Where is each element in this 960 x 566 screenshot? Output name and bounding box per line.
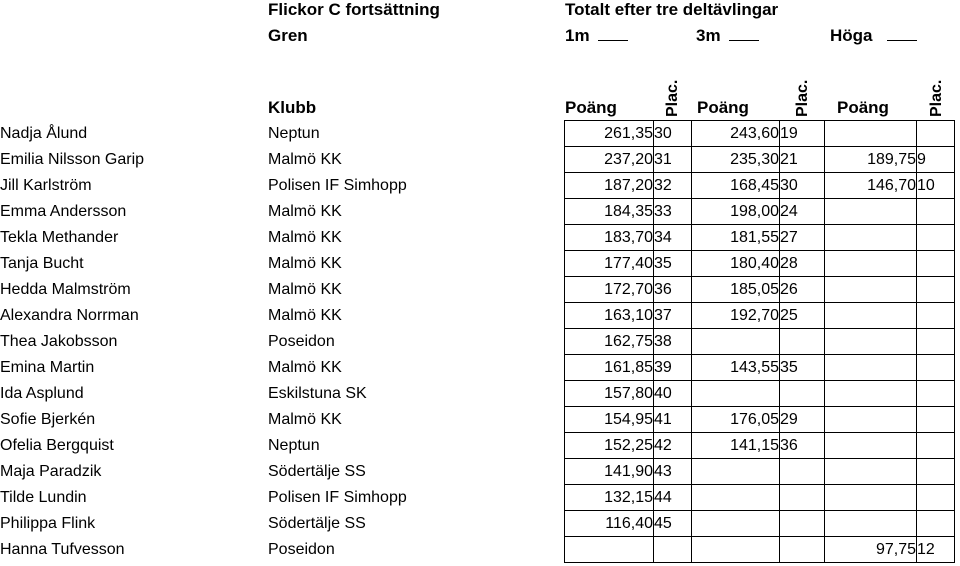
place-3m: 36 <box>780 433 825 459</box>
points-hoga <box>825 199 917 225</box>
athlete-name: Emma Andersson <box>0 202 127 220</box>
place-hoga <box>917 277 955 303</box>
place-3m: 29 <box>780 407 825 433</box>
place-3m: 35 <box>780 355 825 381</box>
points-3m: 181,55 <box>692 225 780 251</box>
club-name: Malmö KK <box>268 150 342 168</box>
place-1m: 39 <box>654 355 692 381</box>
points-3m <box>692 511 780 537</box>
results-table <box>0 120 955 563</box>
place-3m: 19 <box>780 121 825 147</box>
athlete-name: Hedda Malmström <box>0 280 131 298</box>
table-row <box>0 173 955 199</box>
points-3m <box>692 381 780 407</box>
place-3m: 24 <box>780 199 825 225</box>
athlete-name: Nadja Ålund <box>0 124 88 142</box>
points-1m: 161,85 <box>565 355 654 381</box>
club-name: Poseidon <box>268 540 335 558</box>
athlete-name: Emina Martin <box>0 358 95 376</box>
event-hoga-blank <box>887 26 917 41</box>
points-hoga <box>825 121 917 147</box>
club-name: Polisen IF Simhopp <box>268 176 407 194</box>
points-hoga: 97,75 <box>825 537 917 563</box>
club-name: Malmö KK <box>268 254 342 272</box>
place-3m: 25 <box>780 303 825 329</box>
col-place-1-header: Plac. <box>664 79 681 117</box>
table-row <box>0 407 955 433</box>
points-3m: 180,40 <box>692 251 780 277</box>
points-3m: 198,00 <box>692 199 780 225</box>
place-3m <box>780 329 825 355</box>
col-place-3-header: Plac. <box>928 79 945 117</box>
place-1m: 40 <box>654 381 692 407</box>
points-1m: 154,95 <box>565 407 654 433</box>
points-1m: 163,10 <box>565 303 654 329</box>
club-name: Malmö KK <box>268 306 342 324</box>
points-3m <box>692 537 780 563</box>
place-1m: 33 <box>654 199 692 225</box>
place-hoga <box>917 251 955 277</box>
place-hoga <box>917 225 955 251</box>
place-3m <box>780 381 825 407</box>
athlete-name: Jill Karlström <box>0 176 92 194</box>
points-hoga <box>825 459 917 485</box>
table-row <box>0 225 955 251</box>
col-points-1-header: Poäng <box>565 98 617 117</box>
col-club-header: Klubb <box>268 98 317 117</box>
club-name: Södertälje SS <box>268 514 366 532</box>
club-name: Malmö KK <box>268 358 342 376</box>
athlete-name: Ofelia Bergquist <box>0 436 114 454</box>
points-hoga: 146,70 <box>825 173 917 199</box>
event-1m-label: 1m <box>565 26 590 45</box>
place-3m: 26 <box>780 277 825 303</box>
place-3m <box>780 537 825 563</box>
table-row <box>0 433 955 459</box>
place-1m: 44 <box>654 485 692 511</box>
points-hoga <box>825 303 917 329</box>
points-1m: 152,25 <box>565 433 654 459</box>
place-1m: 31 <box>654 147 692 173</box>
place-3m: 27 <box>780 225 825 251</box>
points-hoga <box>825 225 917 251</box>
place-hoga: 12 <box>917 537 955 563</box>
table-row <box>0 303 955 329</box>
event-hoga-label: Höga <box>830 26 873 45</box>
athlete-name: Thea Jakobsson <box>0 332 118 350</box>
club-name: Neptun <box>268 436 320 454</box>
event-hoga <box>830 26 917 46</box>
place-hoga: 9 <box>917 147 955 173</box>
event-3m <box>696 26 759 46</box>
col-points-2-header: Poäng <box>697 98 749 117</box>
place-1m: 32 <box>654 173 692 199</box>
points-3m <box>692 485 780 511</box>
place-hoga: 10 <box>917 173 955 199</box>
points-1m: 141,90 <box>565 459 654 485</box>
place-hoga <box>917 407 955 433</box>
place-1m: 41 <box>654 407 692 433</box>
points-1m <box>565 537 654 563</box>
place-1m <box>654 537 692 563</box>
points-hoga <box>825 485 917 511</box>
points-1m: 184,35 <box>565 199 654 225</box>
table-row <box>0 277 955 303</box>
points-1m: 157,80 <box>565 381 654 407</box>
club-name: Polisen IF Simhopp <box>268 488 407 506</box>
table-row <box>0 251 955 277</box>
table-row <box>0 121 955 147</box>
place-3m: 30 <box>780 173 825 199</box>
athlete-name: Hanna Tufvesson <box>0 540 125 558</box>
results-body <box>0 121 955 563</box>
points-1m: 237,20 <box>565 147 654 173</box>
points-1m: 162,75 <box>565 329 654 355</box>
table-row <box>0 381 955 407</box>
athlete-name: Tekla Methander <box>0 228 119 246</box>
athlete-name: Emilia Nilsson Garip <box>0 150 145 168</box>
place-1m: 38 <box>654 329 692 355</box>
points-1m: 116,40 <box>565 511 654 537</box>
gren-label: Gren <box>268 26 308 45</box>
points-hoga <box>825 355 917 381</box>
event-1m <box>565 26 628 46</box>
place-1m: 34 <box>654 225 692 251</box>
points-hoga <box>825 251 917 277</box>
points-3m: 168,45 <box>692 173 780 199</box>
points-1m: 172,70 <box>565 277 654 303</box>
table-row <box>0 459 955 485</box>
club-name: Neptun <box>268 124 320 142</box>
points-hoga <box>825 433 917 459</box>
points-hoga: 189,75 <box>825 147 917 173</box>
place-hoga <box>917 121 955 147</box>
points-hoga <box>825 407 917 433</box>
place-hoga <box>917 355 955 381</box>
points-1m: 187,20 <box>565 173 654 199</box>
points-1m: 261,35 <box>565 121 654 147</box>
event-3m-label: 3m <box>696 26 721 45</box>
table-row <box>0 537 955 563</box>
table-row <box>0 147 955 173</box>
athlete-name: Ida Asplund <box>0 384 84 402</box>
table-row <box>0 485 955 511</box>
place-hoga <box>917 199 955 225</box>
place-1m: 36 <box>654 277 692 303</box>
event-1m-blank <box>598 26 628 41</box>
points-1m: 177,40 <box>565 251 654 277</box>
athlete-name: Maja Paradzik <box>0 462 102 480</box>
points-3m: 176,05 <box>692 407 780 433</box>
place-1m: 43 <box>654 459 692 485</box>
athlete-name: Alexandra Norrman <box>0 306 139 324</box>
place-1m: 30 <box>654 121 692 147</box>
place-3m: 21 <box>780 147 825 173</box>
group-title: Flickor C fortsättning <box>268 0 440 19</box>
athlete-name: Sofie Bjerkén <box>0 410 96 428</box>
place-hoga <box>917 303 955 329</box>
points-3m: 192,70 <box>692 303 780 329</box>
points-hoga <box>825 277 917 303</box>
table-row <box>0 511 955 537</box>
place-3m <box>780 511 825 537</box>
points-1m: 132,15 <box>565 485 654 511</box>
col-points-3-header: Poäng <box>837 98 889 117</box>
place-hoga <box>917 329 955 355</box>
club-name: Malmö KK <box>268 280 342 298</box>
place-1m: 45 <box>654 511 692 537</box>
place-hoga <box>917 511 955 537</box>
points-3m: 141,15 <box>692 433 780 459</box>
place-3m <box>780 485 825 511</box>
table-row <box>0 199 955 225</box>
table-row <box>0 355 955 381</box>
points-hoga <box>825 329 917 355</box>
points-3m <box>692 329 780 355</box>
place-hoga <box>917 433 955 459</box>
club-name: Malmö KK <box>268 410 342 428</box>
points-3m: 143,55 <box>692 355 780 381</box>
event-3m-blank <box>729 26 759 41</box>
place-hoga <box>917 381 955 407</box>
club-name: Malmö KK <box>268 228 342 246</box>
points-1m: 183,70 <box>565 225 654 251</box>
points-3m: 185,05 <box>692 277 780 303</box>
athlete-name: Tilde Lundin <box>0 488 87 506</box>
points-3m: 243,60 <box>692 121 780 147</box>
place-1m: 42 <box>654 433 692 459</box>
athlete-name: Philippa Flink <box>0 514 96 532</box>
points-hoga <box>825 381 917 407</box>
club-name: Poseidon <box>268 332 335 350</box>
place-1m: 37 <box>654 303 692 329</box>
table-row <box>0 329 955 355</box>
club-name: Eskilstuna SK <box>268 384 367 402</box>
place-3m <box>780 459 825 485</box>
place-1m: 35 <box>654 251 692 277</box>
club-name: Södertälje SS <box>268 462 366 480</box>
col-place-2-header: Plac. <box>794 79 811 117</box>
total-title: Totalt efter tre deltävlingar <box>565 0 779 19</box>
place-hoga <box>917 485 955 511</box>
place-3m: 28 <box>780 251 825 277</box>
points-3m: 235,30 <box>692 147 780 173</box>
points-hoga <box>825 511 917 537</box>
place-hoga <box>917 459 955 485</box>
points-3m <box>692 459 780 485</box>
club-name: Malmö KK <box>268 202 342 220</box>
athlete-name: Tanja Bucht <box>0 254 84 272</box>
